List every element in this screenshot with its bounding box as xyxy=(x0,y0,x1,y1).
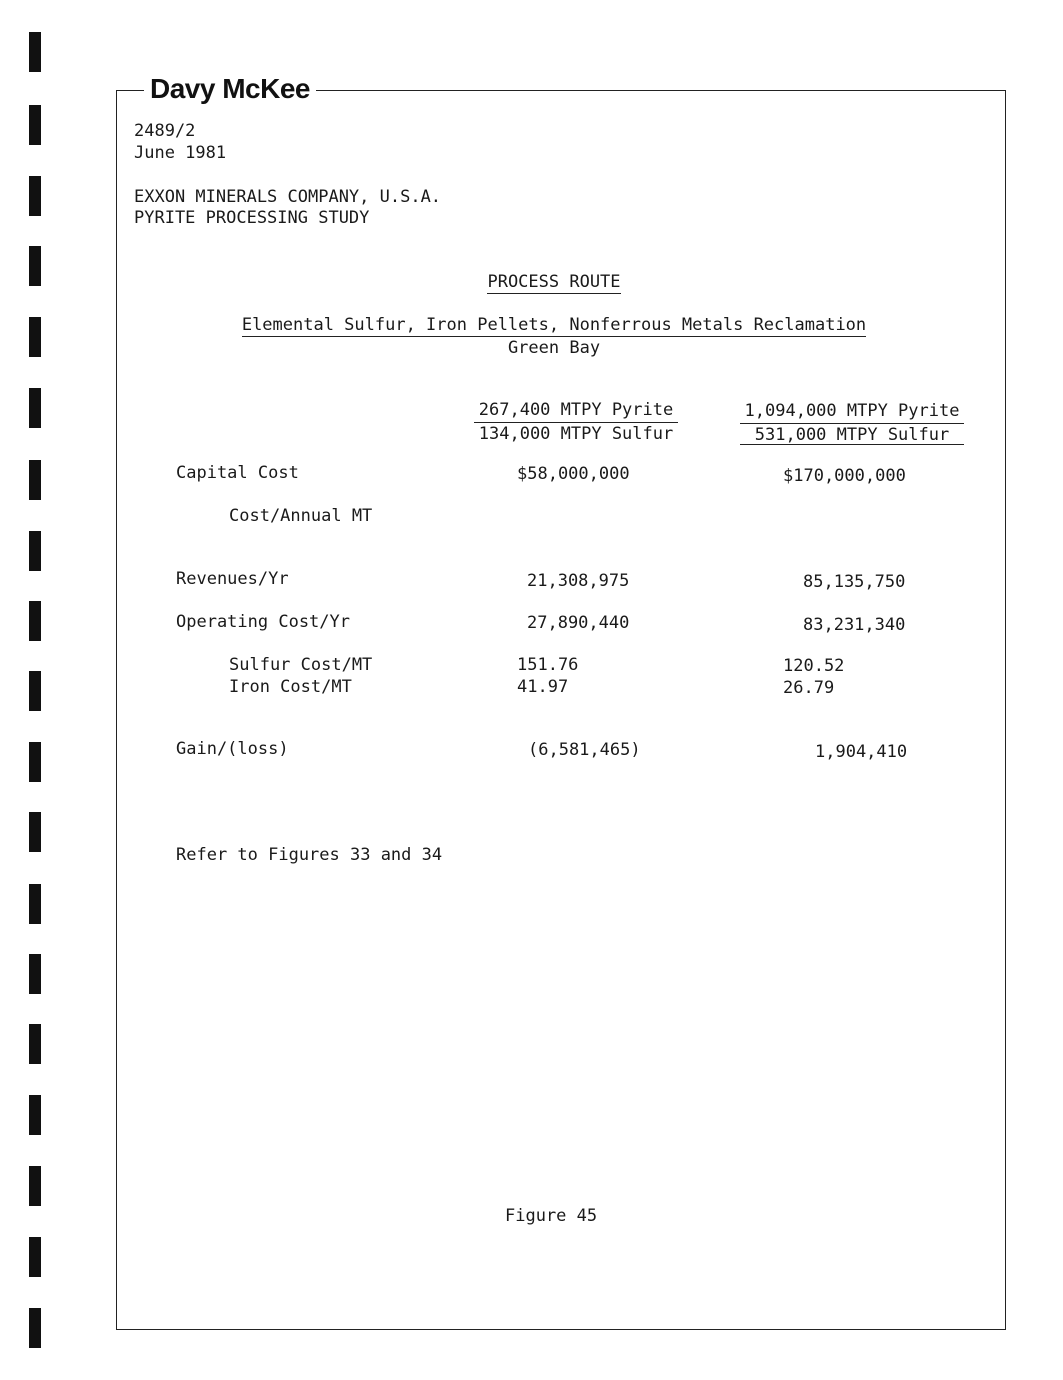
binding-mark xyxy=(29,246,41,286)
column-header-2-underline xyxy=(740,444,964,445)
document-date: June 1981 xyxy=(134,143,227,163)
binding-mark xyxy=(29,388,41,428)
study-title: PYRITE PROCESSING STUDY xyxy=(134,208,370,228)
binding-mark xyxy=(29,32,41,72)
row-label-gain-loss: Gain/(loss) xyxy=(176,739,289,759)
column-header-2-sulfur: 531,000 MTPY Sulfur xyxy=(754,425,950,445)
location-label: Green Bay xyxy=(507,338,601,358)
gain-loss-col2: 1,904,410 xyxy=(815,742,908,762)
document-number: 2489/2 xyxy=(134,121,196,141)
figure-reference: Refer to Figures 33 and 34 xyxy=(176,845,443,865)
binding-mark xyxy=(29,954,41,994)
binding-mark xyxy=(29,1237,41,1277)
column-header-1-sulfur: 134,000 MTPY Sulfur xyxy=(478,424,674,444)
capital-cost-col2: $170,000,000 xyxy=(783,466,906,486)
binding-mark xyxy=(29,105,41,145)
binding-mark xyxy=(29,176,41,216)
binding-mark xyxy=(29,317,41,357)
binding-mark xyxy=(29,742,41,782)
binding-mark xyxy=(29,812,41,852)
binding-mark xyxy=(29,601,41,641)
row-label-cost-annual: Cost/Annual MT xyxy=(229,506,373,526)
gain-loss-col1: (6,581,465) xyxy=(528,740,641,760)
process-route-title: Elemental Sulfur, Iron Pellets, Nonferrous Metals Reclamation xyxy=(241,315,867,335)
capital-cost-col1: $58,000,000 xyxy=(517,464,630,484)
column-header-2 xyxy=(740,400,964,446)
revenues-col1: 21,308,975 xyxy=(527,571,630,591)
section-heading: PROCESS ROUTE xyxy=(487,272,621,292)
figure-caption: Figure 45 xyxy=(505,1206,598,1226)
row-label-revenues: Revenues/Yr xyxy=(176,569,289,589)
row-label-operating-cost: Operating Cost/Yr xyxy=(176,612,350,632)
company-name: EXXON MINERALS COMPANY, U.S.A. xyxy=(134,187,442,207)
binding-mark xyxy=(29,1095,41,1135)
column-header-1-pyrite: 267,400 MTPY Pyrite xyxy=(474,399,678,423)
row-label-capital-cost: Capital Cost xyxy=(176,463,299,483)
row-label-iron-cost: Iron Cost/MT xyxy=(229,677,352,697)
operating-cost-col2: 83,231,340 xyxy=(803,615,906,635)
operating-cost-col1: 27,890,440 xyxy=(527,613,630,633)
iron-cost-col2: 26.79 xyxy=(783,678,835,698)
row-label-sulfur-cost: Sulfur Cost/MT xyxy=(229,655,373,675)
binding-mark xyxy=(29,1166,41,1206)
binding-mark xyxy=(29,531,41,571)
company-logo: Davy McKee xyxy=(144,72,316,106)
sulfur-cost-col1: 151.76 xyxy=(517,655,579,675)
sulfur-cost-col2: 120.52 xyxy=(783,656,845,676)
revenues-col2: 85,135,750 xyxy=(803,572,906,592)
binding-mark xyxy=(29,1024,41,1064)
binding-mark xyxy=(29,884,41,924)
binding-mark xyxy=(29,671,41,711)
binding-mark xyxy=(29,1308,41,1348)
binding-mark xyxy=(29,460,41,500)
column-header-1 xyxy=(474,399,678,445)
column-header-2-pyrite: 1,094,000 MTPY Pyrite xyxy=(740,400,964,424)
iron-cost-col1: 41.97 xyxy=(517,677,569,697)
